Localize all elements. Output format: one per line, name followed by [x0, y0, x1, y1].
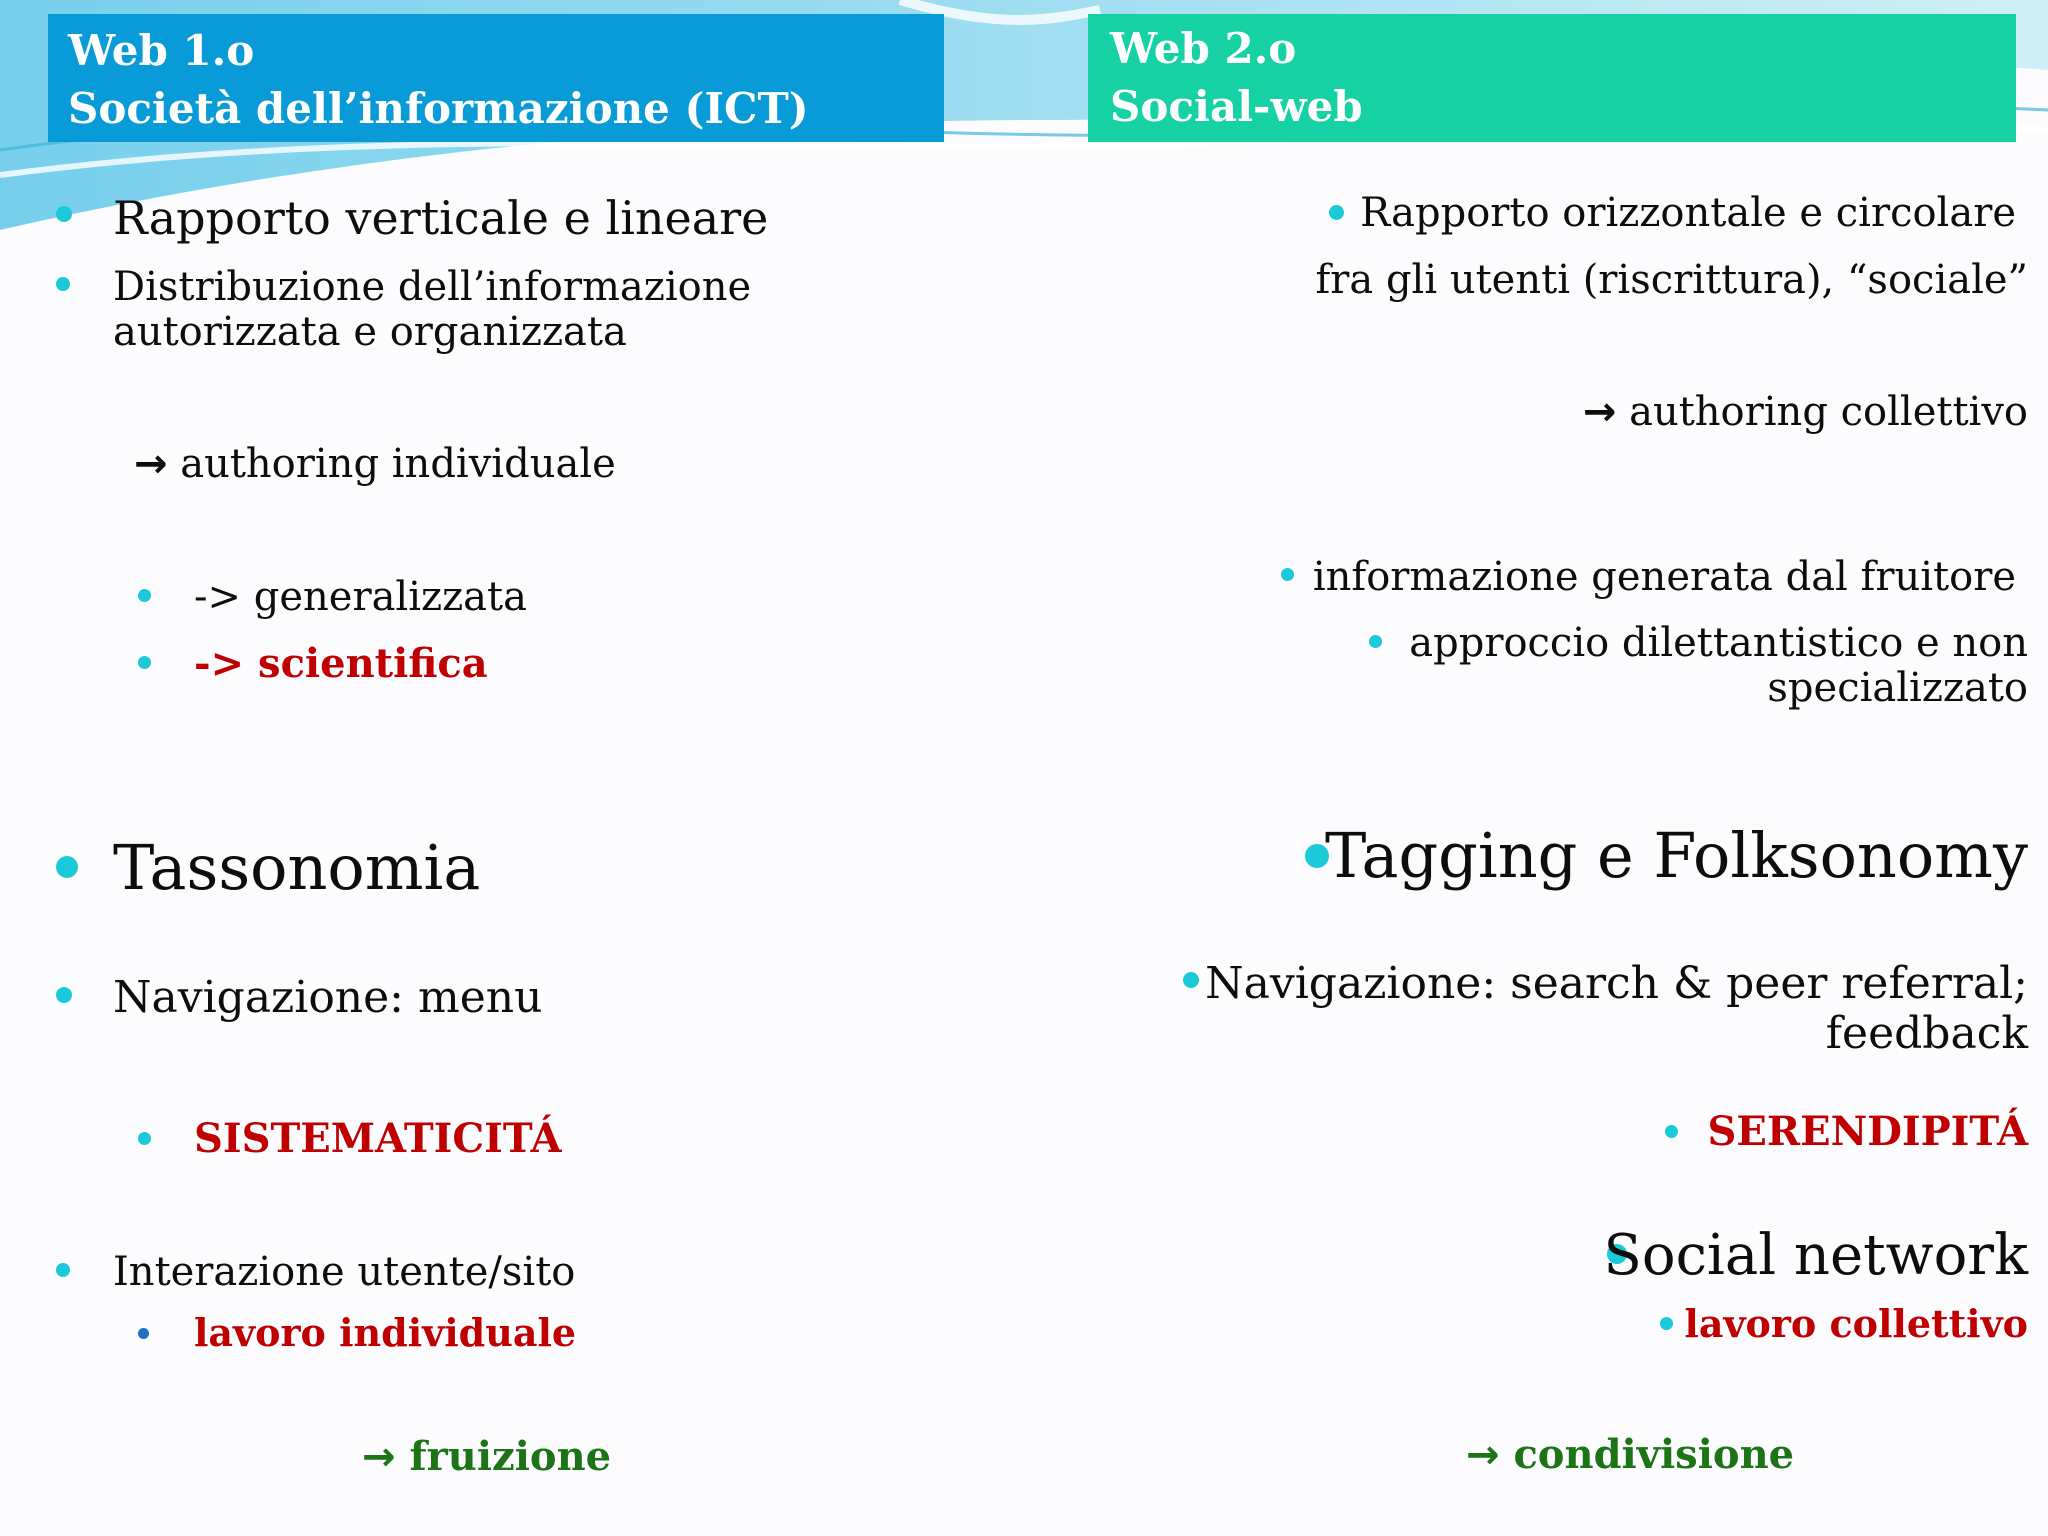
bullet-icon: [138, 1132, 151, 1145]
bullet-icon: [56, 987, 72, 1003]
web1-distribuzione-line1: Distribuzione dell’informazione: [113, 264, 752, 310]
web1-sistematicita: SISTEMATICITÁ: [194, 1115, 562, 1162]
web2-approccio-line1: approccio dilettantistico e non: [1409, 620, 2028, 666]
bullet-icon: [1329, 205, 1344, 220]
bullet-icon: [138, 656, 151, 669]
web1-result-label: fruizione: [409, 1433, 612, 1480]
web2-result-label: condivisione: [1513, 1431, 1795, 1478]
web2-header: [1088, 14, 2016, 142]
bullet-icon: [138, 1328, 149, 1339]
web2-social: Social network: [1603, 1223, 2028, 1288]
bullet-icon: [1660, 1317, 1673, 1330]
bullet-icon: [1665, 1125, 1678, 1138]
web2-rapporto-line1: Rapporto orizzontale e circolare: [1360, 190, 2016, 236]
web1-authoring: [134, 441, 616, 487]
web1-scientifica: -> scientifica: [194, 640, 488, 687]
web1-authoring-label: authoring individuale: [180, 441, 616, 487]
web2-rapporto-line2: fra gli utenti (riscrittura), “sociale”: [1315, 257, 2028, 303]
web2-navigazione-line2: feedback: [1825, 1008, 2028, 1059]
web2-tagging: Tagging e Folksonomy: [1324, 819, 2028, 892]
bullet-icon: [138, 589, 151, 602]
web1-rapporto: Rapporto verticale e lineare: [113, 191, 769, 245]
arrow-right-icon: →: [134, 441, 168, 487]
web1-header-subtitle: Società dell’informazione (ICT): [68, 84, 809, 133]
web2-approccio-line2: specializzato: [1767, 665, 2028, 711]
web1-header: [48, 14, 944, 142]
web1-result: [362, 1434, 611, 1480]
web2-navigazione-line1: Navigazione: search & peer referral;: [1205, 958, 2028, 1009]
web1-tassonomia: Tassonomia: [113, 831, 481, 904]
web1-lavoro: lavoro individuale: [194, 1310, 577, 1355]
web1-interazione: Interazione utente/sito: [113, 1249, 576, 1295]
web2-result: [1466, 1432, 1794, 1478]
web1-navigazione: Navigazione: menu: [113, 972, 543, 1023]
web1-generalizzata: -> generalizzata: [194, 574, 527, 620]
bullet-icon: [1369, 635, 1382, 648]
web2-lavoro: lavoro collettivo: [1684, 1301, 2028, 1346]
web2-header-title: Web 2.o: [1110, 24, 1297, 73]
bullet-icon: [1281, 568, 1294, 581]
web1-distribuzione-line2: autorizzata e organizzata: [113, 309, 627, 355]
web2-header-subtitle: Social-web: [1110, 82, 1363, 131]
bullet-icon: [56, 206, 72, 222]
web2-informazione: informazione generata dal fruitore: [1312, 554, 2016, 600]
web2-authoring: [1583, 389, 2028, 435]
arrow-right-icon: →: [1466, 1432, 1500, 1478]
web2-serendipita: SERENDIPITÁ: [1707, 1108, 2028, 1155]
arrow-right-icon: →: [362, 1434, 396, 1480]
bullet-icon: [56, 856, 78, 878]
arrow-right-icon: →: [1582, 389, 1617, 435]
bullet-icon: [56, 277, 70, 291]
bullet-icon: [1183, 972, 1199, 988]
bullet-icon: [56, 1263, 70, 1277]
web1-header-title: Web 1.o: [68, 26, 255, 75]
web2-authoring-label: authoring collettivo: [1629, 389, 2028, 435]
